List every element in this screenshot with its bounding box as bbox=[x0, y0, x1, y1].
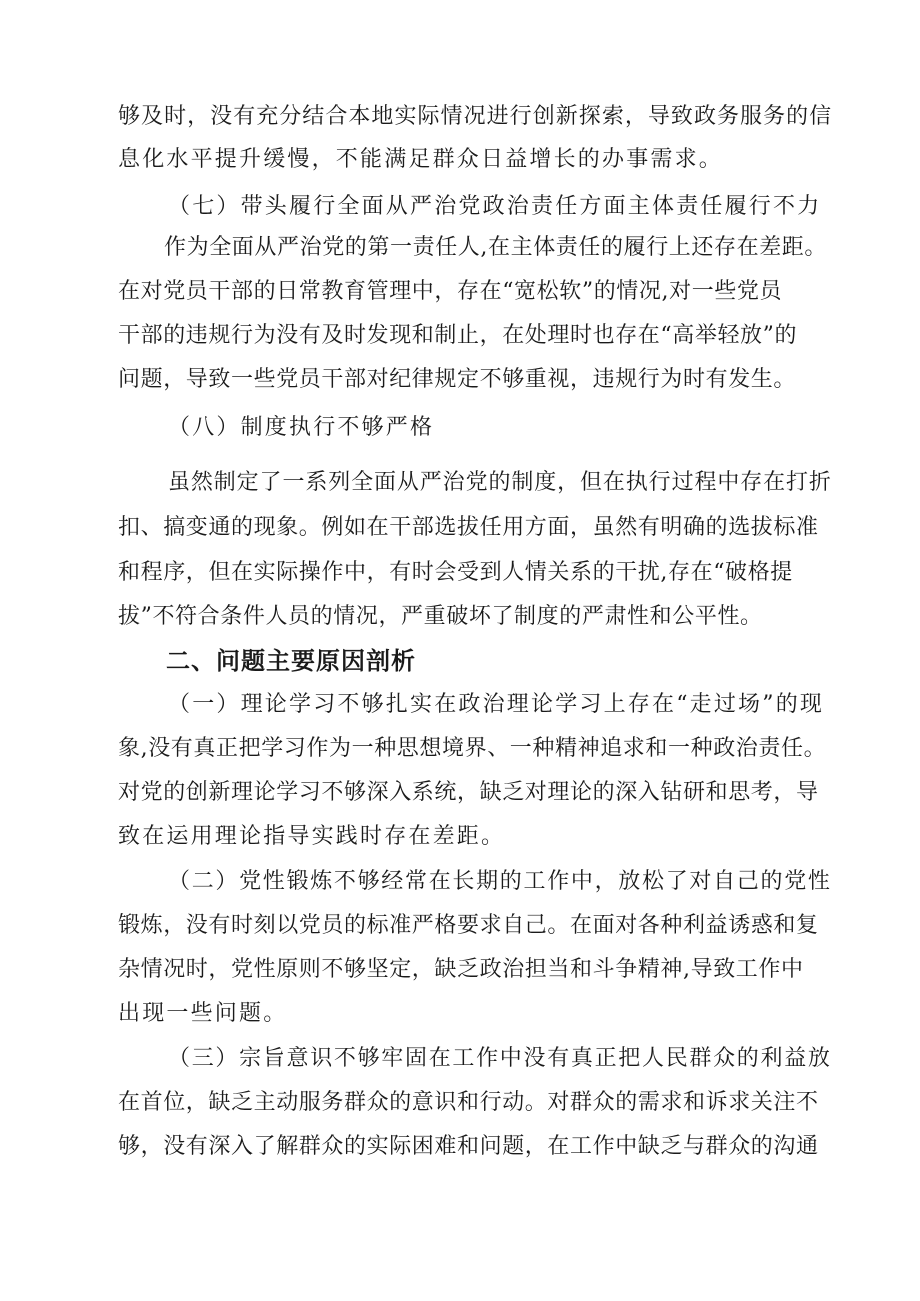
body-line: 拔”不符合条件人员的情况，严重破坏了制度的严肃性和公平性。 bbox=[118, 604, 763, 629]
body-line: 息化水平提升缓慢，不能满足群众日益增长的办事需求。 bbox=[118, 147, 724, 172]
body-line: 扣、搞变通的现象。例如在干部选拔任用方面，虽然有明确的选拔标准 bbox=[118, 515, 819, 540]
body-line: 作为全面从严治党的第一责任人,在主体责任的履行上还存在差距。 bbox=[164, 235, 827, 260]
body-line: 够及时，没有充分结合本地实际情况进行创新探索，导致政务服务的信 bbox=[118, 104, 833, 129]
body-line: 够，没有深入了解群众的实际困难和问题，在工作中缺乏与群众的沟通 bbox=[118, 1134, 819, 1159]
body-line: 问题，导致一些党员干部对纪律规定不够重视，违规行为时有发生。 bbox=[118, 367, 797, 392]
section-heading: 二、问题主要原因剖析 bbox=[166, 647, 416, 675]
body-line: 干部的违规行为没有及时发现和制止，在处理时也存在“高举轻放”的 bbox=[118, 323, 798, 348]
body-line: 象,没有真正把学习作为一种思想境界、一种精神追求和一种政治责任。 bbox=[118, 736, 827, 761]
subheading-8: （八）制度执行不够严格 bbox=[168, 415, 435, 440]
body-line: 虽然制定了一系列全面从严治党的制度，但在执行过程中存在打折 bbox=[168, 470, 832, 495]
body-line: 对党的创新理论学习不够深入系统，缺乏对理论的深入钻研和思考，导 bbox=[118, 780, 819, 805]
subheading-3: （三）宗旨意识不够牢固在工作中没有真正把人民群众的利益放 bbox=[168, 1046, 832, 1071]
body-line: 在对党员干部的日常教育管理中，存在“宽松软”的情况,对一些党员 bbox=[118, 279, 783, 304]
body-line: 锻炼，没有时刻以党员的标准严格要求自己。在面对各种利益诱惑和复 bbox=[118, 913, 819, 938]
subheading-1: （一）理论学习不够扎实在政治理论学习上存在“走过场”的现 bbox=[168, 692, 825, 717]
subheading-2: （二）党性锻炼不够经常在长期的工作中，放松了对自己的党性 bbox=[168, 869, 832, 894]
body-line: 致在运用理论指导实践时存在差距。 bbox=[118, 824, 506, 849]
body-line: 和程序，但在实际操作中，有时会受到人情关系的干扰,存在“破格提 bbox=[118, 560, 793, 585]
body-line: 在首位，缺乏主动服务群众的意识和行动。对群众的需求和诉求关注不 bbox=[118, 1090, 819, 1115]
subheading-7: （七）带头履行全面从严治党政治责任方面主体责任履行不力 bbox=[168, 194, 822, 219]
body-line: 出现一些问题。 bbox=[118, 1001, 288, 1026]
body-line: 杂情况时，党性原则不够坚定，缺乏政治担当和斗争精神,导致工作中 bbox=[118, 957, 804, 982]
